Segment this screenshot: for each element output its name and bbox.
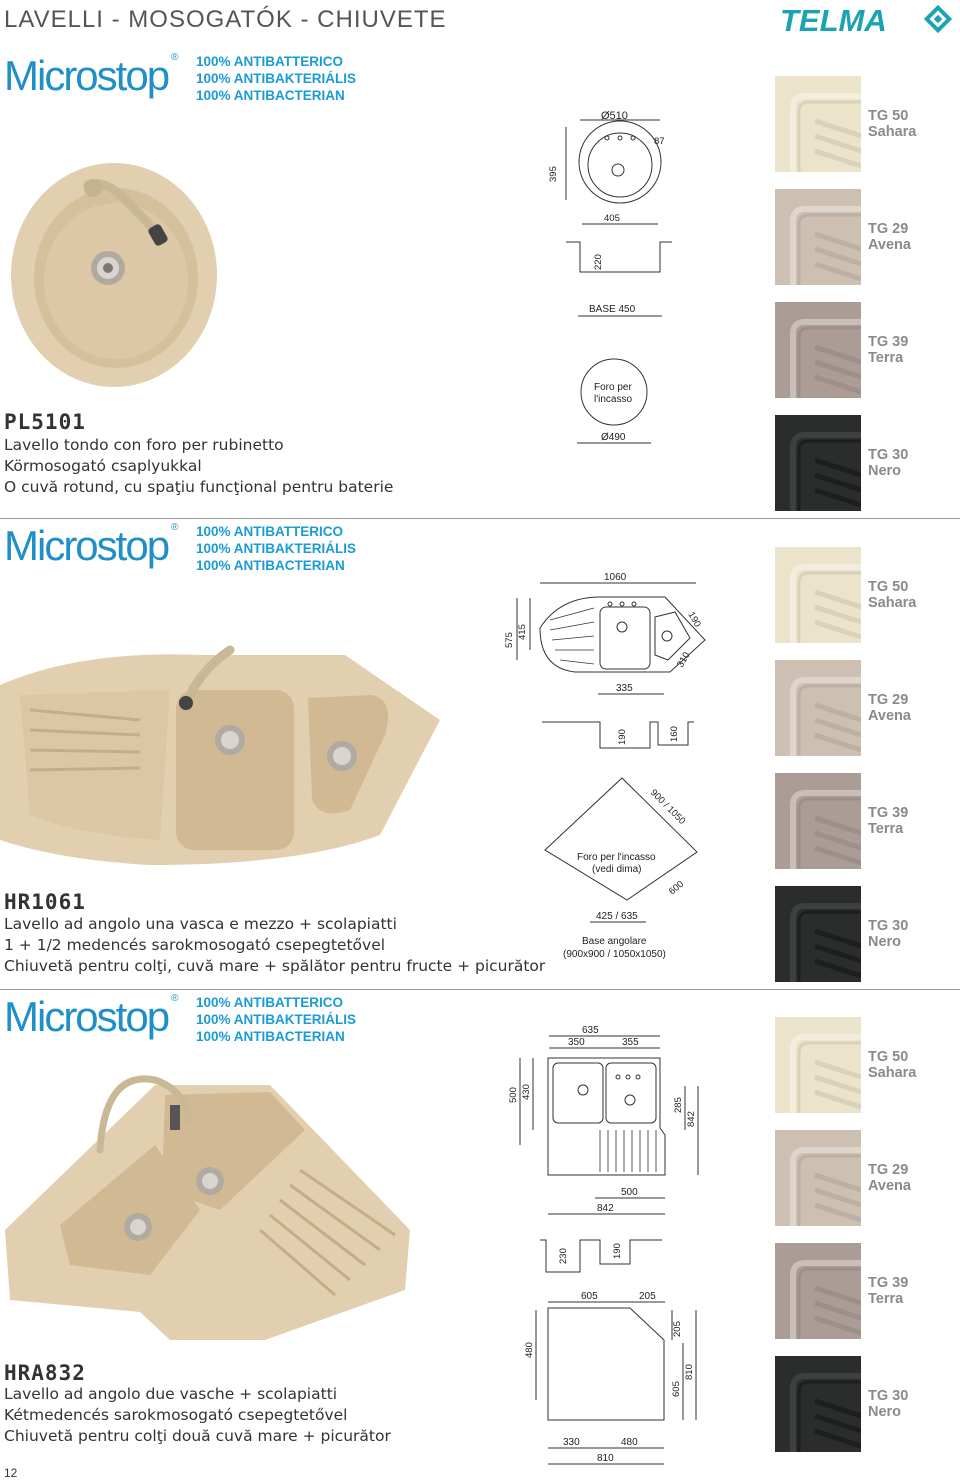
dim-label: 810 bbox=[684, 1364, 695, 1380]
claim-hu: 100% ANTIBAKTERIÁLIS bbox=[196, 71, 357, 86]
claim-hu: 100% ANTIBAKTERIÁLIS bbox=[196, 1012, 357, 1027]
dim-label: 230 bbox=[558, 1248, 569, 1264]
swatch-label bbox=[868, 334, 908, 366]
dim-label: 500 bbox=[508, 1087, 519, 1103]
swatch-name: Avena bbox=[868, 237, 911, 253]
dim-label: 87 bbox=[654, 136, 665, 147]
dim-label: 430 bbox=[521, 1084, 532, 1100]
swatch-code: TG 50 bbox=[868, 579, 909, 595]
desc-ro: Chiuvetă pentru colţi, cuvă mare + spălător pentru fructe + picurător bbox=[4, 957, 546, 975]
dim-label: 480 bbox=[621, 1437, 638, 1448]
dim-label: Ø510 bbox=[601, 110, 628, 122]
antibacterial-claims bbox=[196, 523, 356, 574]
dim-label: (900x900 / 1050x1050) bbox=[563, 949, 666, 960]
swatch-avena bbox=[775, 189, 861, 285]
desc-hu: Körmosogató csaplyukkal bbox=[4, 457, 202, 475]
dim-label: 842 bbox=[597, 1203, 614, 1214]
dim-label: 190 bbox=[685, 610, 703, 630]
swatch-label bbox=[868, 1162, 911, 1194]
swatch-label bbox=[868, 918, 908, 950]
dim-label: 1060 bbox=[604, 572, 627, 583]
dim-label: BASE 450 bbox=[589, 304, 636, 315]
dim-label: Base angolare bbox=[582, 936, 647, 947]
claim-ro: 100% ANTIBACTERIAN bbox=[196, 1029, 345, 1044]
swatch-code: TG 29 bbox=[868, 221, 909, 237]
product-description bbox=[4, 435, 393, 498]
dim-label: 205 bbox=[639, 1291, 656, 1302]
swatch-name: Terra bbox=[868, 350, 904, 366]
dim-label: 605 bbox=[671, 1381, 682, 1397]
swatch-nero bbox=[775, 886, 861, 982]
dim-label: Ø490 bbox=[601, 432, 626, 443]
swatch-label bbox=[868, 692, 911, 724]
swatch-name: Sahara bbox=[868, 124, 917, 140]
dim-label: 635 bbox=[582, 1025, 599, 1036]
hr1061-drawing bbox=[500, 565, 720, 969]
dim-label: Foro per bbox=[594, 382, 632, 393]
swatch-label bbox=[868, 1388, 908, 1420]
telma-logo bbox=[780, 4, 956, 38]
swatch-code: TG 30 bbox=[868, 1388, 909, 1404]
dim-label: 600 bbox=[666, 878, 687, 898]
swatch-code: TG 50 bbox=[868, 1049, 909, 1065]
dim-label: 285 bbox=[673, 1097, 684, 1113]
dim-label: 425 / 635 bbox=[596, 911, 638, 922]
dim-label: 190 bbox=[612, 1243, 623, 1259]
dim-label: 310 bbox=[675, 650, 693, 670]
dim-label: 350 bbox=[568, 1037, 585, 1048]
dim-label: 190 bbox=[617, 729, 628, 745]
swatch-code: TG 30 bbox=[868, 918, 909, 934]
dim-label: 480 bbox=[524, 1342, 535, 1358]
swatch-name: Terra bbox=[868, 1291, 904, 1307]
desc-ro: Chiuvetă pentru colţi două cuvă mare + picurător bbox=[4, 1427, 391, 1445]
swatch-nero bbox=[775, 415, 861, 511]
dim-label: 220 bbox=[593, 254, 604, 270]
swatch-code: TG 29 bbox=[868, 692, 909, 708]
antibacterial-claims bbox=[196, 53, 356, 104]
microstop-logo: Microstop ® bbox=[4, 993, 179, 1040]
dim-label: 335 bbox=[616, 683, 633, 694]
swatch-nero bbox=[775, 1356, 861, 1452]
dim-label: 415 bbox=[517, 624, 528, 640]
section-divider bbox=[0, 989, 960, 990]
swatch-code: TG 29 bbox=[868, 1162, 909, 1178]
swatch-name: Nero bbox=[868, 1404, 902, 1420]
microstop-logo: Microstop ® bbox=[4, 52, 179, 99]
swatch-name: Avena bbox=[868, 708, 911, 724]
dim-label: 575 bbox=[504, 632, 515, 648]
swatch-name: Nero bbox=[868, 934, 902, 950]
swatch-name: Sahara bbox=[868, 595, 917, 611]
swatch-code: TG 30 bbox=[868, 447, 909, 463]
claim-ro: 100% ANTIBACTERIAN bbox=[196, 88, 345, 103]
dim-label: (vedi dima) bbox=[592, 864, 642, 875]
swatch-name: Avena bbox=[868, 1178, 911, 1194]
claim-it: 100% ANTIBATTERICO bbox=[196, 995, 344, 1010]
swatch-label bbox=[868, 805, 908, 837]
dim-label: 395 bbox=[548, 166, 559, 182]
swatch-label bbox=[868, 108, 916, 140]
product-description bbox=[4, 914, 545, 977]
dim-label: 900 / 1050 bbox=[647, 787, 688, 827]
claim-it: 100% ANTIBATTERICO bbox=[196, 524, 344, 539]
hr1061-photo bbox=[0, 640, 450, 884]
claim-hu: 100% ANTIBAKTERIÁLIS bbox=[196, 541, 357, 556]
dim-label: 330 bbox=[563, 1437, 580, 1448]
swatch-terra bbox=[775, 773, 861, 869]
microstop-logo: Microstop ® bbox=[4, 522, 179, 569]
swatch-code: TG 50 bbox=[868, 108, 909, 124]
antibacterial-claims bbox=[196, 994, 356, 1045]
desc-it: Lavello ad angolo due vasche + scolapiatti bbox=[4, 1385, 338, 1403]
dim-label: 160 bbox=[669, 726, 680, 742]
dim-label: 842 bbox=[686, 1111, 697, 1127]
swatch-sahara bbox=[775, 547, 861, 643]
dim-label: l'incasso bbox=[594, 394, 633, 405]
product-code: PL5101 bbox=[4, 410, 86, 434]
swatch-terra bbox=[775, 302, 861, 398]
swatch-label bbox=[868, 1275, 908, 1307]
claim-it: 100% ANTIBATTERICO bbox=[196, 54, 344, 69]
desc-ro: O cuvă rotund, cu spaţiu funcţional pentru baterie bbox=[4, 478, 394, 496]
product-code: HR1061 bbox=[4, 890, 86, 914]
section-divider bbox=[0, 518, 960, 519]
swatch-sahara bbox=[775, 76, 861, 172]
telma-logo-text: TELMA bbox=[780, 4, 887, 34]
pl5101-drawing bbox=[540, 100, 700, 454]
swatch-name: Nero bbox=[868, 463, 902, 479]
product-description bbox=[4, 1384, 391, 1447]
swatch-code: TG 39 bbox=[868, 1275, 909, 1291]
desc-hu: Kétmedencés sarokmosogató csepegtetővel bbox=[4, 1406, 348, 1424]
dim-label: 605 bbox=[581, 1291, 598, 1302]
swatch-avena bbox=[775, 660, 861, 756]
dim-label: Foro per l'incasso bbox=[577, 852, 656, 863]
desc-it: Lavello ad angolo una vasca e mezzo + scolapiatti bbox=[4, 915, 397, 933]
dim-label: 405 bbox=[604, 213, 620, 224]
pl5101-photo bbox=[8, 160, 220, 394]
swatch-code: TG 39 bbox=[868, 334, 909, 350]
product-code: HRA832 bbox=[4, 1361, 86, 1385]
hra832-photo bbox=[0, 1050, 430, 1354]
swatch-label bbox=[868, 221, 911, 253]
page-number: 12 bbox=[4, 1466, 18, 1480]
swatch-label bbox=[868, 1049, 916, 1081]
swatch-name: Terra bbox=[868, 821, 904, 837]
swatch-avena bbox=[775, 1130, 861, 1226]
page-title: LAVELLI - MOSOGATÓK - CHIUVETE bbox=[4, 6, 447, 33]
swatch-label bbox=[868, 579, 916, 611]
hra832-drawing bbox=[500, 1020, 720, 1474]
dim-label: 810 bbox=[597, 1453, 614, 1464]
dim-label: 355 bbox=[622, 1037, 639, 1048]
dim-label: 205 bbox=[672, 1321, 683, 1337]
swatch-sahara bbox=[775, 1017, 861, 1113]
desc-hu: 1 + 1/2 medencés sarokmosogató csepegtetővel bbox=[4, 936, 386, 954]
swatch-label bbox=[868, 447, 908, 479]
swatch-code: TG 39 bbox=[868, 805, 909, 821]
dim-label: 500 bbox=[621, 1187, 638, 1198]
claim-ro: 100% ANTIBACTERIAN bbox=[196, 558, 345, 573]
swatch-name: Sahara bbox=[868, 1065, 917, 1081]
swatch-terra bbox=[775, 1243, 861, 1339]
desc-it: Lavello tondo con foro per rubinetto bbox=[4, 436, 284, 454]
